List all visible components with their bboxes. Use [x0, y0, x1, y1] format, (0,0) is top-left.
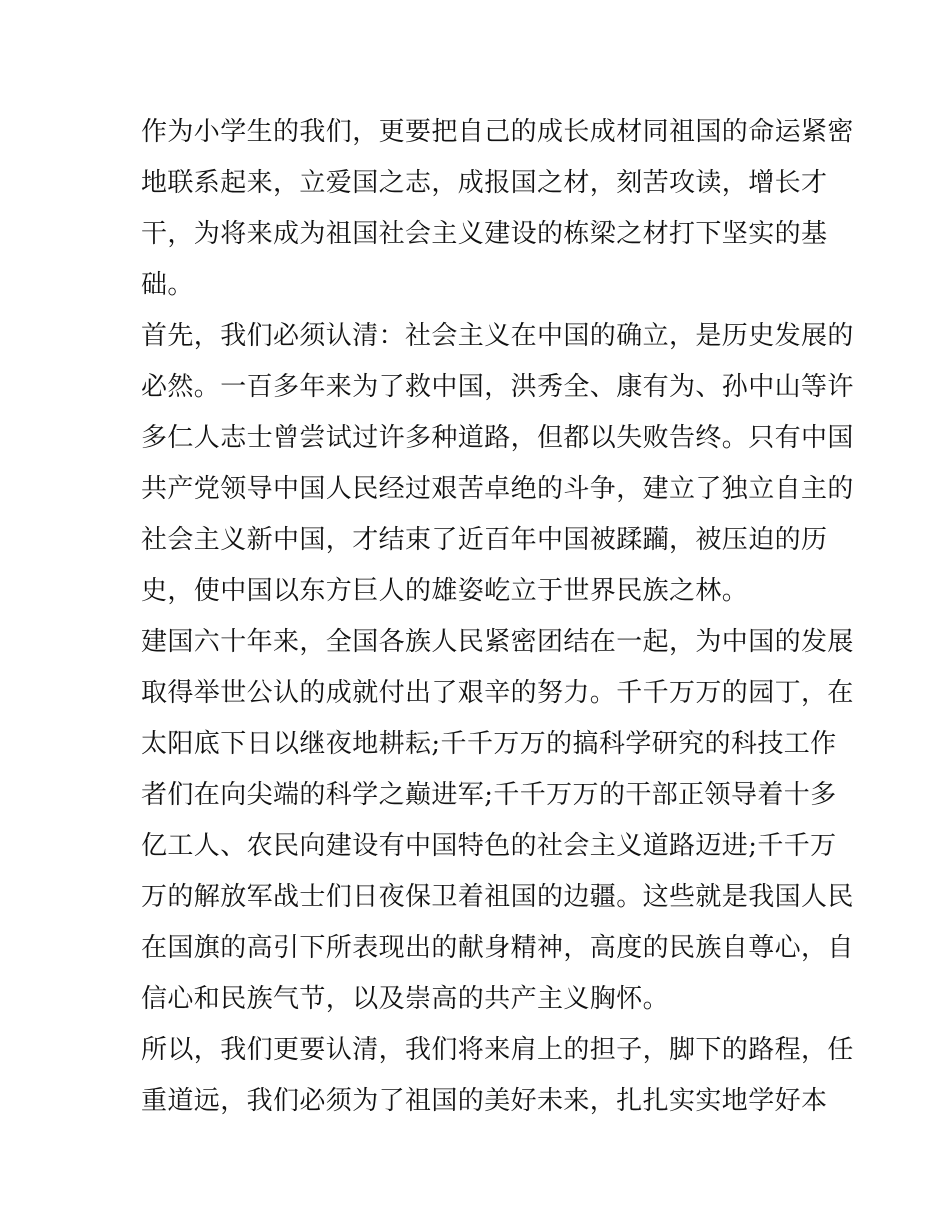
text-line: 亿工人、农民向建设有中国特色的社会主义道路迈进;千千万 — [141, 831, 837, 861]
text-line: 共产党领导中国人民经过艰苦卓绝的斗争，建立了独立自主的 — [141, 474, 854, 504]
paragraph — [141, 1025, 854, 1127]
text-line: 建国六十年来，全国各族人民紧密团结在一起，为中国的发展 — [141, 627, 854, 657]
text-line: 取得举世公认的成就付出了艰辛的努力。千千万万的园丁，在 — [141, 678, 854, 708]
text-line: 必然。一百多年来为了救中国，洪秀全、康有为、孙中山等许 — [141, 372, 854, 402]
text-line: 所以，我们更要认清，我们将来肩上的担子，脚下的路程，任 — [141, 1035, 854, 1065]
text-line: 信心和民族气节，以及崇高的共产主义胸怀。 — [141, 984, 670, 1014]
text-line: 社会主义新中国，才结束了近百年中国被蹂躏，被压迫的历 — [141, 525, 828, 555]
text-line: 者们在向尖端的科学之巅进军;千千万万的干部正领导着十多 — [141, 780, 837, 810]
text-line: 干，为将来成为祖国社会主义建设的栋梁之材打下坚实的基 — [141, 219, 828, 249]
text-line: 重道远，我们必须为了祖国的美好未来，扎扎实实地学好本 — [141, 1086, 828, 1116]
text-line: 地联系起来，立爱国之志，成报国之材，刻苦攻读，增长才 — [141, 168, 828, 198]
text-line: 在国旗的高引下所表现出的献身精神，高度的民族自尊心，自 — [141, 933, 854, 963]
paragraph — [141, 617, 854, 1025]
text-line: 作为小学生的我们，更要把自己的成长成材同祖国的命运紧密 — [141, 117, 854, 147]
text-line: 太阳底下日以继夜地耕耘;千千万万的搞科学研究的科技工作 — [141, 729, 837, 759]
paragraph — [141, 107, 854, 311]
text-line: 础。 — [141, 270, 194, 300]
paragraph — [141, 311, 854, 617]
text-line: 史，使中国以东方巨人的雄姿屹立于世界民族之林。 — [141, 576, 749, 606]
text-line: 万的解放军战士们日夜保卫着祖国的边疆。这些就是我国人民 — [141, 882, 854, 912]
text-line: 首先，我们必须认清：社会主义在中国的确立，是历史发展的 — [141, 321, 854, 351]
text-line: 多仁人志士曾尝试过许多种道路，但都以失败告终。只有中国 — [141, 423, 854, 453]
document-body — [141, 107, 854, 1127]
